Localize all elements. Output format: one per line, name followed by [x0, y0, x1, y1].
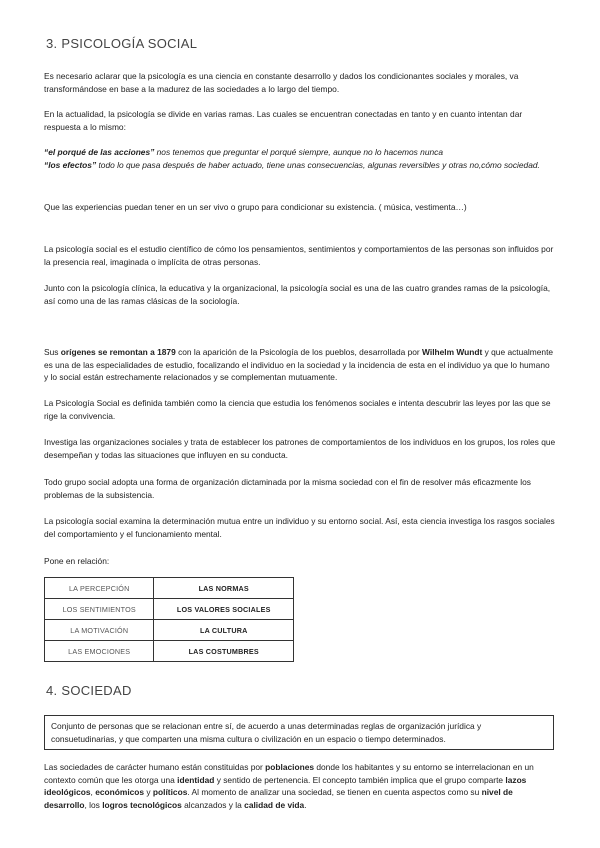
paragraph-ramas-clasicas: Junto con la psicología clínica, la educativa y la organizacional, la psicología social es una de las cuatro grandes ramas de la psicología, así como una de las ramas clásicas de la sociología.: [44, 283, 551, 306]
origenes-text-e: y que actualmente es una de las especialidades de estudio, focalizando el individuo en la sociedad y la incidencia de esta en el individuo ya que lo humano y lo social están estrechamente relacionados y se complementan mutuamente.: [44, 347, 554, 383]
table-cell: LA MOTIVACIÓN: [45, 620, 154, 641]
origenes-bold-date: orígenes se remontan a 1879: [60, 347, 176, 357]
sociedad-bold: nivel de desarrollo: [44, 787, 513, 810]
paragraph-pone-en-relacion: Pone en relación:: [44, 556, 110, 566]
table-row: [45, 620, 294, 641]
origenes-text-c: con la aparición de la Psicología de los pueblos, desarrollada por: [175, 347, 423, 357]
paragraph-organizacion: Todo grupo social adopta una forma de organización dictaminada por la misma sociedad con el fin de resolver más eficazmente los problemas de la subsistencia.: [44, 477, 531, 500]
section-4-title: 4. SOCIEDAD: [46, 683, 132, 698]
paragraph-ramas: En la actualidad, la psicología se divide en varias ramas. Las cuales se encuentran conectadas en tanto y en cuanto intentan dar respuesta a lo mismo:: [44, 109, 523, 132]
paragraph-questions: [44, 146, 556, 171]
sociedad-text: donde los habitantes y su entorno se interrelacionan en un contexto común que les otorga una: [44, 762, 534, 785]
paragraph-experiencias: Que las experiencias puedan tener en un ser vivo o grupo para condicionar su existencia. ( música, vestimenta…): [44, 202, 467, 212]
table-cell: LA PERCEPCIÓN: [45, 578, 154, 599]
table-row: [45, 599, 294, 620]
sociedad-bold: políticos: [152, 787, 188, 798]
table-cell: LAS COSTUMBRES: [154, 641, 294, 662]
table-cell: LAS EMOCIONES: [45, 641, 154, 662]
table-row: [45, 641, 294, 662]
sociedad-bold: logros tecnológicos: [102, 799, 182, 810]
paragraph-origenes: [44, 346, 556, 384]
definition-box: Conjunto de personas que se relacionan entre sí, de acuerdo a unas determinadas reglas de organización jurídica y consuetudinarias, y que comparten una misma cultura o civilización en un espacio o tiempo determinados.: [44, 715, 554, 750]
paragraph-determinacion: La psicología social examina la determinación mutua entre un individuo y su entorno social. Así, esta ciencia investiga los rasgos sociales del comportamiento y el funcionamiento mental.: [44, 516, 555, 539]
question-2-text: todo lo que pasa después de haber actuado, tiene unas consecuencias, algunas reversibles y otras no,cómo sociedad.: [96, 159, 540, 170]
sociedad-bold: económicos: [95, 787, 145, 798]
question-1-label: “el porqué de las acciones”: [44, 147, 155, 157]
section-3-title: 3. PSICOLOGÍA SOCIAL: [46, 36, 198, 51]
paragraph-convivencia: La Psicología Social es definida también como la ciencia que estudia los fenómenos sociales e intenta descubrir las leyes por las que se rige la convivencia.: [44, 398, 551, 421]
question-2-label: “los efectos”: [44, 159, 97, 170]
question-1-text: nos tenemos que preguntar el porqué siempre, aunque no lo hacemos nunca: [154, 147, 443, 157]
paragraph-organizaciones: Investiga las organizaciones sociales y trata de establecer los patrones de comportamientos de los individuos en los grupos, los roles que desempeñan y todas las situaciones que influyen en su conducta.: [44, 437, 556, 460]
sociedad-text: . Al momento de analizar una sociedad, se tienen en cuenta aspectos como su: [187, 787, 482, 798]
table-cell: LAS NORMAS: [154, 578, 294, 599]
sociedad-text: Las sociedades de carácter humano están constituidas por: [44, 762, 266, 772]
paragraph-sociedades: [44, 761, 556, 811]
sociedad-text: alcanzados y la: [181, 799, 245, 810]
table-row: [45, 578, 294, 599]
table-cell: LOS SENTIMIENTOS: [45, 599, 154, 620]
sociedad-bold: poblaciones: [265, 762, 315, 772]
sociedad-text: .: [304, 799, 307, 810]
paragraph-definicion: La psicología social es el estudio científico de cómo los pensamientos, sentimientos y comportamientos de las personas son influidos por la presencia real, imaginada o implícita de otras personas.: [44, 244, 554, 267]
sociedad-text: , los: [84, 799, 103, 810]
sociedad-bold: lazos ideológicos: [44, 774, 527, 798]
table-cell: LA CULTURA: [154, 620, 294, 641]
sociedad-bold: identidad: [177, 774, 215, 785]
table-cell: LOS VALORES SOCIALES: [154, 599, 294, 620]
paragraph-intro: Es necesario aclarar que la psicología es una ciencia en constante desarrollo y dados los condicionantes sociales y morales, va transformándose en base a la madurez de las sociedades a lo largo del tiempo.: [44, 71, 519, 94]
origenes-bold-wundt: Wilhelm Wundt: [422, 347, 483, 357]
origenes-text-a: Sus: [44, 347, 61, 357]
sociedad-text: y sentido de pertenencia. El concepto también implica que el grupo comparte: [214, 774, 506, 785]
sociedad-bold: calidad de vida: [244, 799, 305, 810]
relation-table: [44, 577, 294, 662]
sociedad-text: ,: [90, 787, 96, 798]
sociedad-text: y: [144, 787, 153, 798]
